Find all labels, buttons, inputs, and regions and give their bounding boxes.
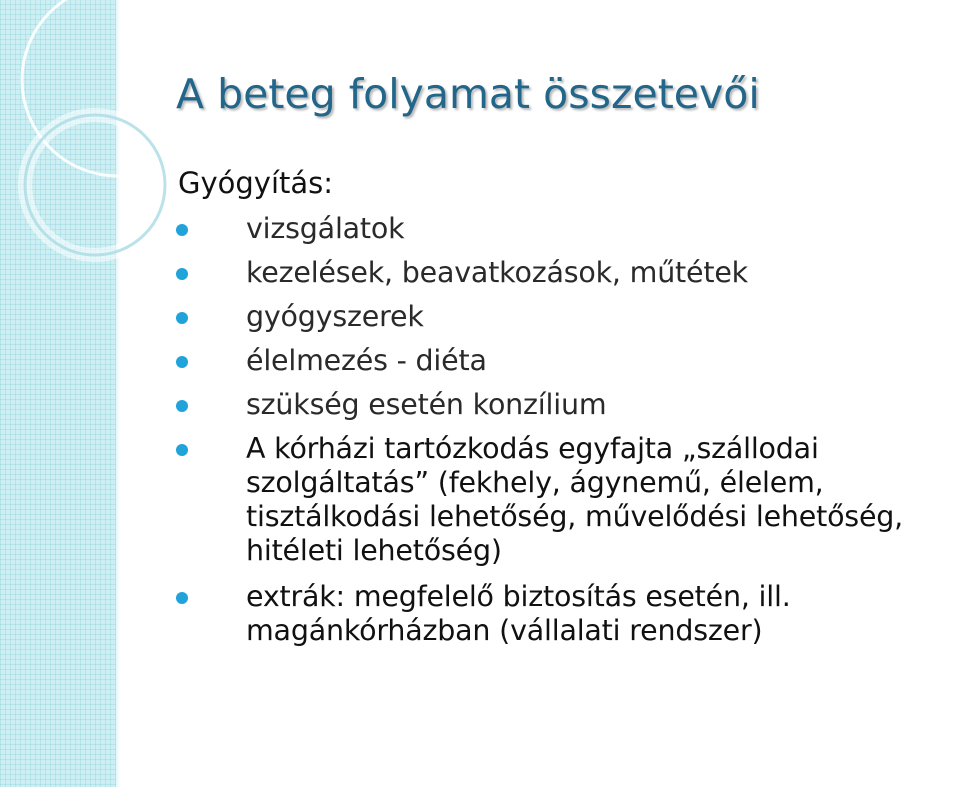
bullet-dot-icon [176, 400, 188, 412]
bullet-list [176, 212, 958, 658]
bullet-dot-icon [176, 224, 188, 236]
bullet-dot-icon [176, 592, 188, 604]
list-item-text: extrák: megfelelő biztosítás esetén, ill. magánkórházban (vállalati rendszer) [246, 580, 791, 647]
list-item [176, 432, 958, 568]
decorative-circles [0, 0, 200, 280]
list-item [176, 212, 958, 246]
list-item-text: élelmezés - diéta [246, 344, 487, 377]
list-item [176, 344, 958, 378]
list-item [176, 580, 958, 648]
list-item [176, 256, 958, 290]
list-item-text: gyógyszerek [246, 300, 424, 333]
list-item-text: vizsgálatok [246, 212, 405, 245]
slide-title: A beteg folyamat összetevői [176, 70, 760, 118]
bullet-dot-icon [176, 356, 188, 368]
bullet-dot-icon [176, 312, 188, 324]
bullet-dot-icon [176, 268, 188, 280]
list-item-text: szükség esetén konzílium [246, 388, 607, 421]
bullet-dot-icon [176, 444, 188, 456]
list-item-text: kezelések, beavatkozások, műtétek [246, 256, 748, 289]
list-item [176, 388, 958, 422]
list-item [176, 300, 958, 334]
section-heading: Gyógyítás: [178, 166, 334, 200]
list-item-text: A kórházi tartózkodás egyfajta „szállodai szolgáltatás” (fekhely, ágynemű, élelem, tisztálkodási lehetőség, művelődési lehetőség, hitéleti lehetőség) [246, 432, 904, 567]
